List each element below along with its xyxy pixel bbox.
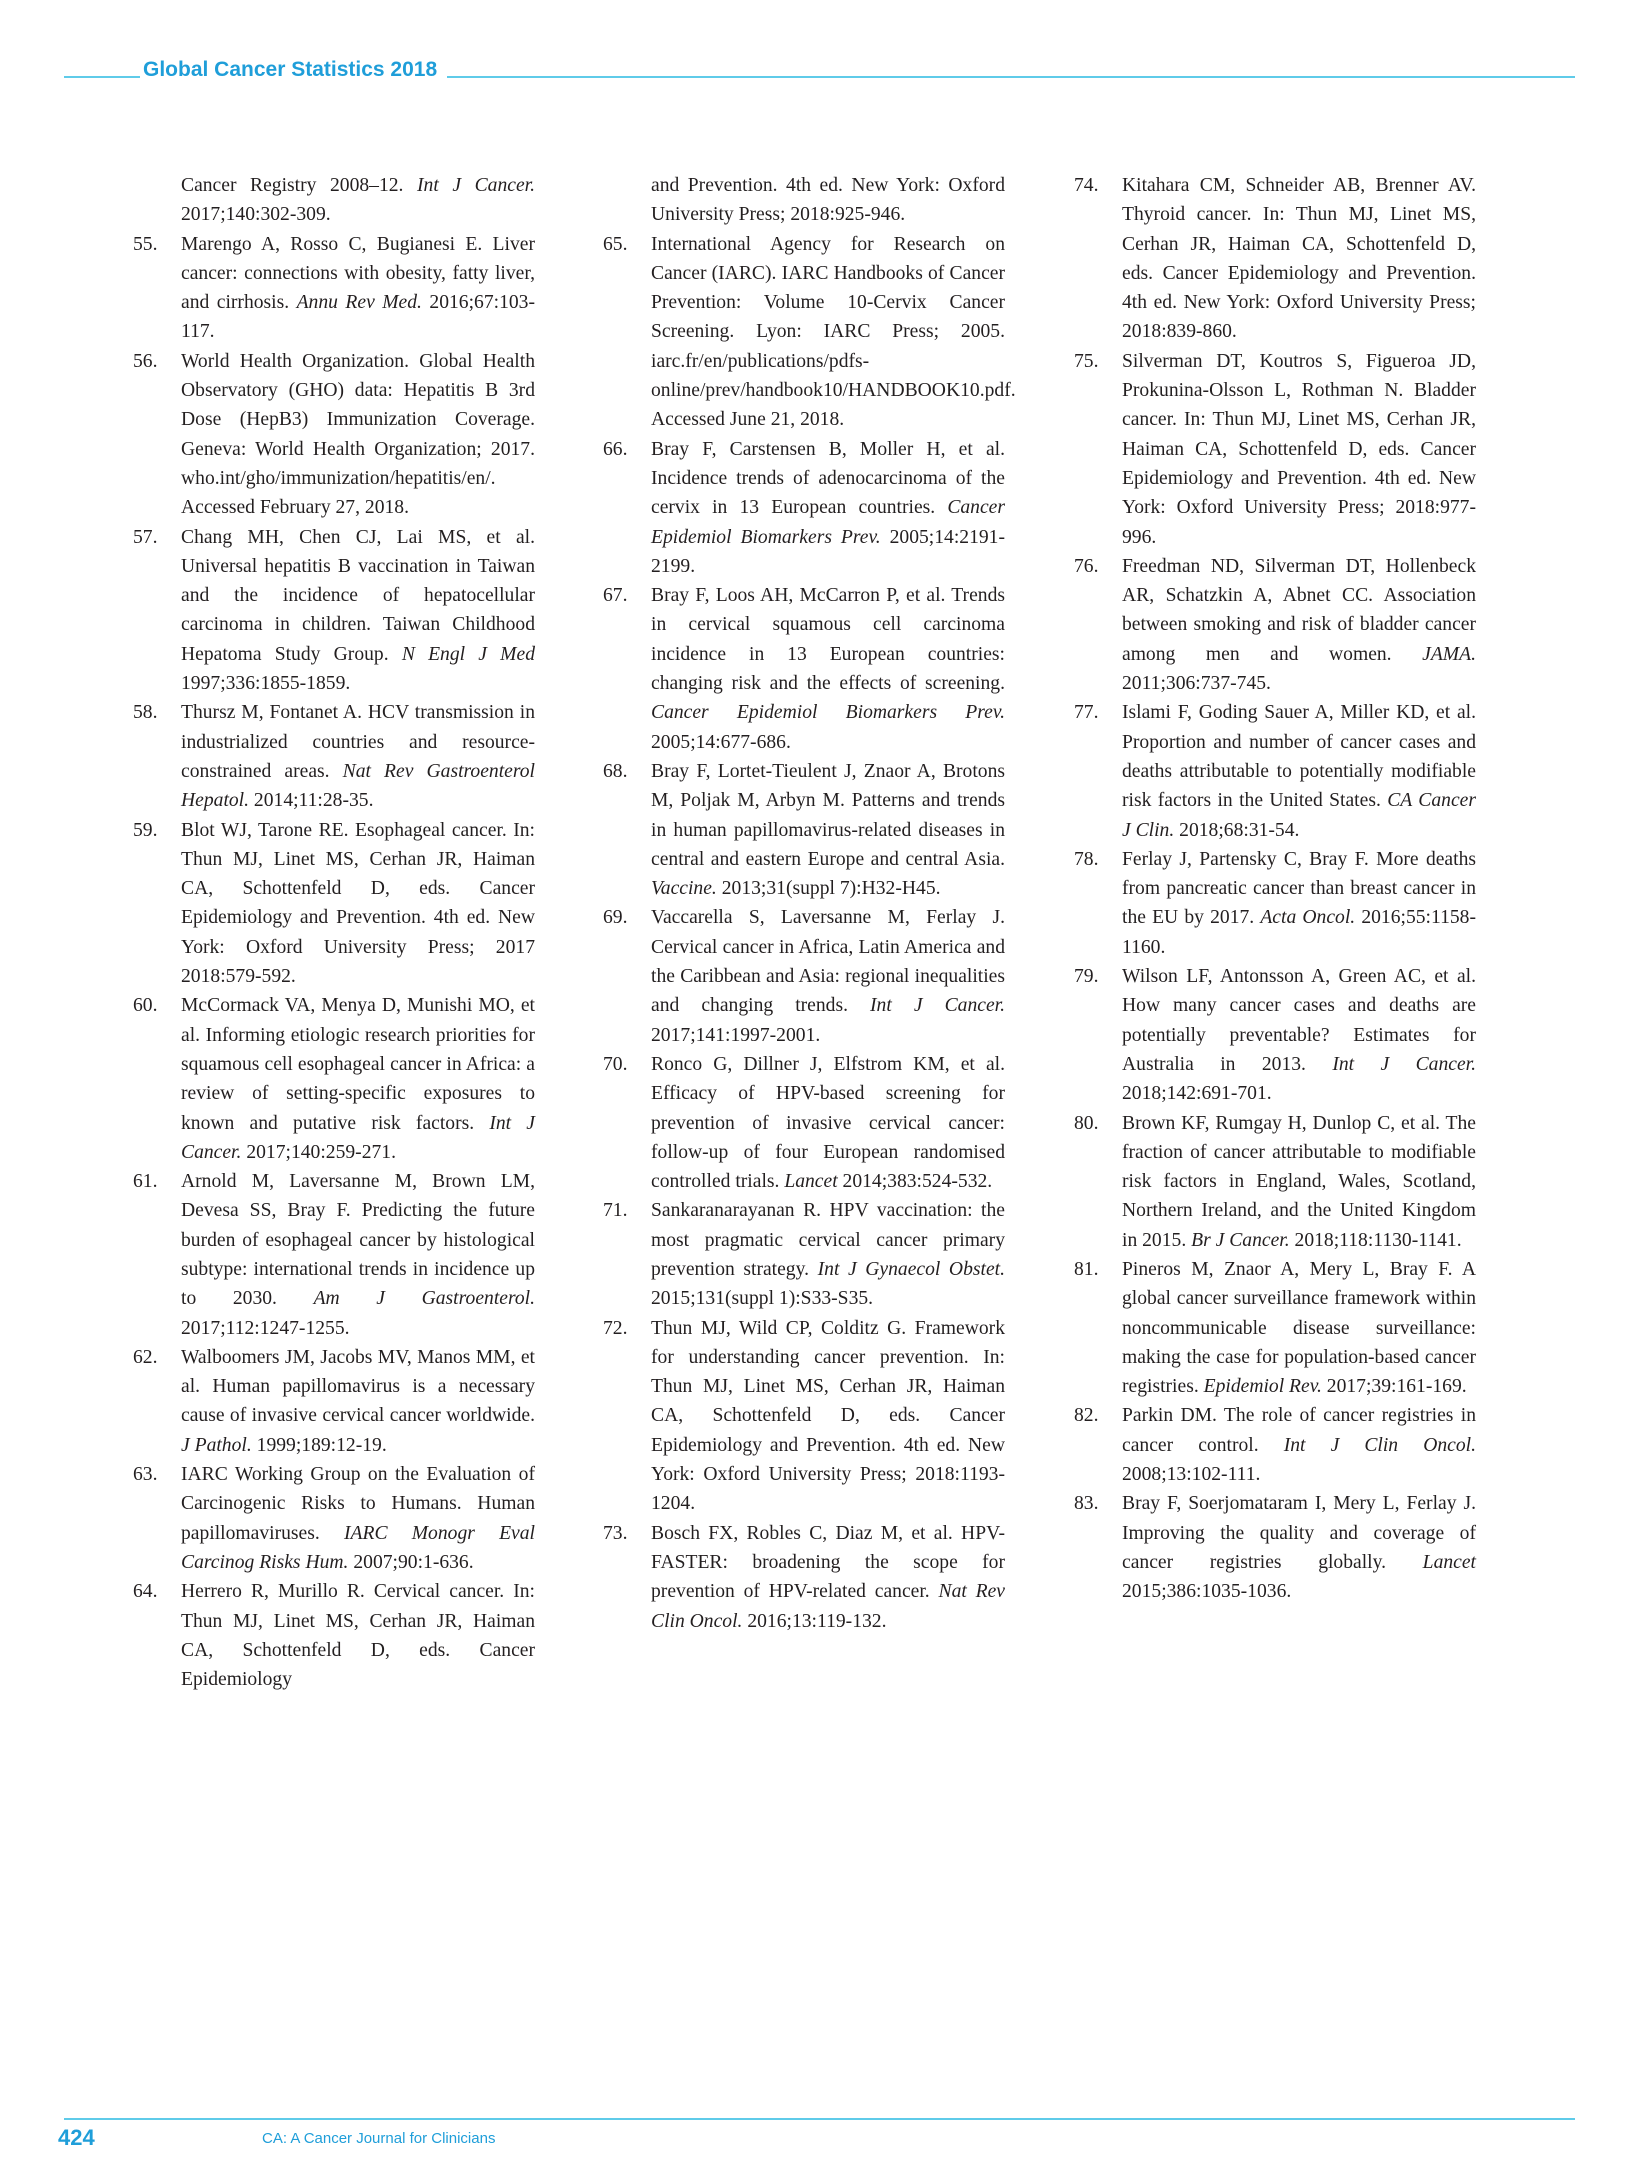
reference-text: IARC Working Group on the Evaluation of Carcinogenic Risks to Humans. Human papillomaviruses. xyxy=(181,1464,535,1544)
reference-entry xyxy=(603,435,1006,581)
reference-journal: Int J Clin Oncol. xyxy=(1283,1434,1476,1456)
reference-number: 80. xyxy=(1074,1112,1099,1134)
reference-text: Pineros M, Znaor A, Mery L, Bray F. A global cancer surveillance framework within noncommunicable disease surveillance: making the case for population-based cancer registries. xyxy=(1122,1258,1476,1398)
reference-number: 74. xyxy=(1074,175,1099,196)
reference-entry xyxy=(1074,1109,1476,1255)
reference-text: Brown KF, Rumgay H, Dunlop C, et al. The fraction of cancer attributable to modifiable risk factors in England, Wales, Scotland, Northern Ireland, and the United Kingdom in 2015. xyxy=(1122,1112,1476,1251)
reference-entry xyxy=(133,1343,535,1460)
reference-journal: Lancet xyxy=(784,1171,838,1193)
reference-number: 73. xyxy=(603,1522,628,1544)
reference-journal: Int J Cancer. xyxy=(870,995,1005,1017)
reference-citation: 2014;383:524-532. xyxy=(837,1171,993,1193)
reference-number: 70. xyxy=(603,1053,628,1075)
reference-journal: Int J Cancer. xyxy=(417,175,535,196)
reference-entry xyxy=(1074,552,1476,698)
reference-text: Parkin DM. The role of cancer registries in cancer control. xyxy=(1122,1405,1476,1456)
reference-citation: 2018;118:1130-1141. xyxy=(1289,1229,1462,1251)
reference-number: 66. xyxy=(603,438,628,460)
reference-number: 61. xyxy=(133,1171,158,1193)
reference-journal: Nat Rev Clin Oncol. xyxy=(651,1581,1005,1632)
reference-citation: 2016;55:1158-1160. xyxy=(1122,907,1476,958)
reference-journal: IARC Monogr Eval Carcinog Risks Hum. xyxy=(181,1522,535,1573)
reference-number: 71. xyxy=(603,1200,628,1222)
reference-text: Ferlay J, Partensky C, Bray F. More deaths from pancreatic cancer than breast cancer in the EU by 2017. xyxy=(1122,848,1476,929)
reference-entry xyxy=(603,581,1005,757)
reference-entry xyxy=(1074,845,1476,962)
reference-number: 65. xyxy=(603,233,628,255)
reference-citation: 2018;142:691-701. xyxy=(1122,1083,1272,1105)
reference-entry xyxy=(603,230,1016,435)
page-number: 424 xyxy=(58,2125,95,2150)
reference-journal: Int J Cancer. xyxy=(181,1112,535,1163)
reference-number: 55. xyxy=(133,233,158,255)
reference-journal: Int J Gynaecol Obstet. xyxy=(817,1258,1005,1280)
reference-text: Bray F, Soerjomataram I, Mery L, Ferlay J. Improving the quality and coverage of cancer registries globally. xyxy=(1122,1493,1476,1573)
reference-entry xyxy=(133,523,535,699)
reference-journal: Cancer Epidemiol Biomarkers Prev. xyxy=(651,497,1005,548)
reference-text: Silverman DT, Koutros S, Figueroa JD, Prokunina-Olsson L, Rothman N. Bladder cancer. In: Thun MJ, Linet MS, Cerhan JR, Haiman CA, Schottenfeld D, eds. Cancer Epidemiology and Prevention. 4th ed. New York: Oxford University Press; 2018:977-996. xyxy=(1122,350,1476,548)
reference-number: 57. xyxy=(133,526,158,548)
reference-number: 82. xyxy=(1074,1405,1099,1427)
reference-journal: Vaccine. xyxy=(651,878,717,900)
reference-text: International Agency for Research on Cancer (IARC). IARC Handbooks of Cancer Prevention: Volume 10-Cervix Cancer Screening. Lyon: IARC Press; 2005. iarc.fr/en/publications/pdfs-online/prev/handbook10/HANDBOOK10.pdf. Accessed June 21, 2018. xyxy=(651,233,1016,431)
reference-text: Wilson LF, Antonsson A, Green AC, et al. How many cancer cases and deaths are potentially preventable? Estimates for Australia in 2013. xyxy=(1122,966,1476,1075)
reference-column-1 xyxy=(133,171,535,1694)
reference-entry xyxy=(1074,171,1476,347)
reference-text: Chang MH, Chen CJ, Lai MS, et al. Universal hepatitis B vaccination in Taiwan and the incidence of hepatocellular carcinoma in children. Taiwan Childhood Hepatoma Study Group. xyxy=(181,526,535,665)
reference-number: 75. xyxy=(1074,350,1099,372)
reference-text: Marengo A, Rosso C, Bugianesi E. Liver cancer: connections with obesity, fatty liver, and cirrhosis. xyxy=(181,233,535,314)
reference-journal: N Engl J Med xyxy=(401,643,535,665)
reference-citation: 2017;141:1997-2001. xyxy=(651,1024,821,1046)
reference-entry xyxy=(1074,962,1477,1108)
reference-number: 77. xyxy=(1074,702,1099,724)
reference-entry xyxy=(610,171,1005,230)
reference-number: 63. xyxy=(133,1464,158,1486)
reference-number: 67. xyxy=(603,585,628,607)
reference-number: 76. xyxy=(1074,555,1099,577)
reference-number: 58. xyxy=(133,702,158,724)
reference-text: Bosch FX, Robles C, Diaz M, et al. HPV-FASTER: broadening the scope for prevention of HPV-related cancer. xyxy=(651,1522,1005,1603)
reference-number: 78. xyxy=(1074,848,1099,870)
reference-number: 81. xyxy=(1074,1258,1099,1280)
reference-citation: 2018;68:31-54. xyxy=(1174,819,1300,841)
reference-text: Ronco G, Dillner J, Elfstrom KM, et al. Efficacy of HPV-based screening for prevention of invasive cervical cancer: follow-up of four European randomised controlled trials. xyxy=(651,1053,1005,1193)
reference-journal: CA Cancer J Clin. xyxy=(1122,790,1476,841)
reference-citation: 2013;31(suppl 7):H32-H45. xyxy=(716,878,941,900)
reference-text: and Prevention. 4th ed. New York: Oxford University Press; 2018:925-946. xyxy=(651,175,1005,226)
reference-entry xyxy=(133,1167,535,1343)
reference-text: Cancer Registry 2008–12. xyxy=(181,175,418,196)
reference-citation: 1999;189:12-19. xyxy=(251,1434,387,1456)
reference-text: Bray F, Carstensen B, Moller H, et al. Incidence trends of adenocarcinoma of the cervix in 13 European countries. xyxy=(651,438,1005,519)
reference-number: 62. xyxy=(133,1346,158,1368)
reference-citation: 2014;11:28-35. xyxy=(249,790,374,812)
reference-entry xyxy=(133,1460,535,1577)
reference-text: Freedman ND, Silverman DT, Hollenbeck AR, Schatzkin A, Abnet CC. Association between smoking and risk of bladder cancer among men and women. xyxy=(1122,555,1476,665)
reference-number: 69. xyxy=(603,907,628,929)
reference-entry xyxy=(1074,1489,1476,1606)
header-rule-right xyxy=(447,76,1575,78)
reference-entry xyxy=(603,1519,1005,1636)
reference-text: Thun MJ, Wild CP, Colditz G. Framework for understanding cancer prevention. In: Thun MJ, Linet MS, Cerhan JR, Haiman CA, Schottenfeld D, eds. Cancer Epidemiology and Prevention. 4th ed. New York: Oxford University Press; 2018:1193-1204. xyxy=(651,1317,1005,1515)
reference-text: Arnold M, Laversanne M, Brown LM, Devesa SS, Bray F. Predicting the future burden of esophageal cancer by histological subtype: international trends in incidence up to 2030. xyxy=(181,1171,535,1310)
reference-citation: 2015;131(suppl 1):S33-S35. xyxy=(651,1288,874,1310)
reference-column-3 xyxy=(1074,171,1477,1607)
reference-entry xyxy=(133,991,535,1167)
reference-journal: Int J Cancer. xyxy=(1332,1053,1477,1075)
reference-citation: 2017;140:302-309. xyxy=(181,204,331,226)
footer-rule xyxy=(64,2118,1575,2120)
reference-number: 79. xyxy=(1074,966,1099,988)
reference-journal: Nat Rev Gastroenterol Hepatol. xyxy=(181,760,535,812)
reference-number: 64. xyxy=(133,1581,158,1603)
reference-number: 72. xyxy=(603,1317,628,1339)
reference-citation: 2015;386:1035-1036. xyxy=(1122,1581,1292,1603)
reference-entry xyxy=(1074,1401,1476,1489)
reference-text: Walboomers JM, Jacobs MV, Manos MM, et al. Human papillomavirus is a necessary cause of invasive cervical cancer worldwide. xyxy=(181,1346,535,1427)
reference-number: 68. xyxy=(603,760,628,782)
reference-journal: Br J Cancer. xyxy=(1191,1229,1290,1251)
reference-journal: J Pathol. xyxy=(181,1434,252,1456)
reference-citation: 2007;90:1-636. xyxy=(348,1551,474,1573)
reference-text: Blot WJ, Tarone RE. Esophageal cancer. In: Thun MJ, Linet MS, Cerhan JR, Haiman CA, Schottenfeld D, eds. Cancer Epidemiology and Prevention. 4th ed. New York: Oxford University Press; 2017 2018:579-592. xyxy=(181,819,535,988)
reference-citation: 2005;14:2191-2199. xyxy=(651,526,1006,577)
reference-citation: 2017;39:161-169. xyxy=(1321,1376,1467,1398)
reference-text: Herrero R, Murillo R. Cervical cancer. In: Thun MJ, Linet MS, Cerhan JR, Haiman CA, Schottenfeld D, eds. Cancer Epidemiology xyxy=(181,1581,535,1691)
header-rule-left xyxy=(64,76,140,78)
reference-journal: JAMA. xyxy=(1422,643,1476,665)
reference-text: World Health Organization. Global Health Observatory (GHO) data: Hepatitis B 3rd Dose (HepB3) Immunization Coverage. Geneva: World Health Organization; 2017. who.int/gho/immunization/hepatitis/en/. Accessed February 27, 2018. xyxy=(181,350,535,519)
reference-text: Bray F, Lortet-Tieulent J, Znaor A, Brotons M, Poljak M, Arbyn M. Patterns and trends in human papillomavirus-related diseases in central and eastern Europe and central Asia. xyxy=(651,760,1005,870)
reference-citation: 2005;14:677-686. xyxy=(651,731,791,753)
reference-entry xyxy=(1074,1255,1476,1401)
reference-journal: Annu Rev Med. xyxy=(296,292,422,314)
reference-citation: 2017;140:259-271. xyxy=(241,1141,396,1163)
reference-text: Vaccarella S, Laversanne M, Ferlay J. Cervical cancer in Africa, Latin America and the Caribbean and Asia: regional inequalities and changing trends. xyxy=(651,907,1005,1017)
reference-entry xyxy=(133,1577,535,1694)
reference-citation: 2016;67:103-117. xyxy=(181,292,535,343)
reference-citation: 2008;13:102-111. xyxy=(1122,1464,1261,1486)
reference-number: 56. xyxy=(133,350,158,372)
reference-journal: Epidemiol Rev. xyxy=(1203,1376,1322,1398)
reference-entry xyxy=(1074,347,1476,552)
reference-entry xyxy=(133,347,535,523)
reference-entry xyxy=(603,903,1005,1049)
reference-number: 59. xyxy=(133,819,158,841)
reference-text: McCormack VA, Menya D, Munishi MO, et al. Informing etiologic research priorities for squamous cell esophageal cancer in Africa: a review of setting-specific exposures to known and putative risk factors. xyxy=(181,995,535,1134)
reference-entry xyxy=(133,816,535,992)
reference-number: 60. xyxy=(133,995,158,1017)
reference-citation: 1997;336:1855-1859. xyxy=(181,673,351,695)
reference-entry xyxy=(1074,698,1476,844)
reference-text: Bray F, Loos AH, McCarron P, et al. Trends in cervical squamous cell carcinoma incidence in 13 European countries: changing risk and the effects of screening. xyxy=(651,585,1005,695)
reference-journal: Am J Gastroenterol. xyxy=(313,1288,535,1310)
reference-citation: 2011;306:737-745. xyxy=(1122,673,1271,695)
reference-journal: Acta Oncol. xyxy=(1260,907,1356,929)
reference-entry xyxy=(603,1196,1005,1313)
reference-entry xyxy=(133,230,535,347)
reference-entry xyxy=(140,171,535,230)
running-head: Global Cancer Statistics 2018 xyxy=(143,58,438,81)
reference-text: Thursz M, Fontanet A. HCV transmission in industrialized countries and resource-constrained areas. xyxy=(181,702,535,782)
reference-number: 83. xyxy=(1074,1493,1099,1515)
reference-text: Kitahara CM, Schneider AB, Brenner AV. Thyroid cancer. In: Thun MJ, Linet MS, Cerhan JR, Haiman CA, Schottenfeld D, eds. Cancer Epidemiology and Prevention. 4th ed. New York: Oxford University Press; 2018:839-860. xyxy=(1122,175,1476,343)
reference-citation: 2016;13:119-132. xyxy=(742,1610,887,1632)
reference-column-2 xyxy=(603,171,1016,1636)
reference-journal: Cancer Epidemiol Biomarkers Prev. xyxy=(651,702,1005,724)
reference-entry xyxy=(133,698,535,815)
reference-entry xyxy=(603,1050,1005,1196)
reference-entry xyxy=(603,757,1005,903)
reference-entry xyxy=(603,1314,1005,1519)
reference-citation: 2017;112:1247-1255. xyxy=(181,1317,350,1339)
journal-name: CA: A Cancer Journal for Clinicians xyxy=(262,2130,496,2147)
reference-text: Sankaranarayanan R. HPV vaccination: the most pragmatic cervical cancer primary prevention strategy. xyxy=(651,1200,1005,1280)
reference-journal: Lancet xyxy=(1422,1551,1476,1573)
reference-text: Islami F, Goding Sauer A, Miller KD, et al. Proportion and number of cancer cases and deaths attributable to potentially modifiable risk factors in the United States. xyxy=(1122,702,1476,812)
